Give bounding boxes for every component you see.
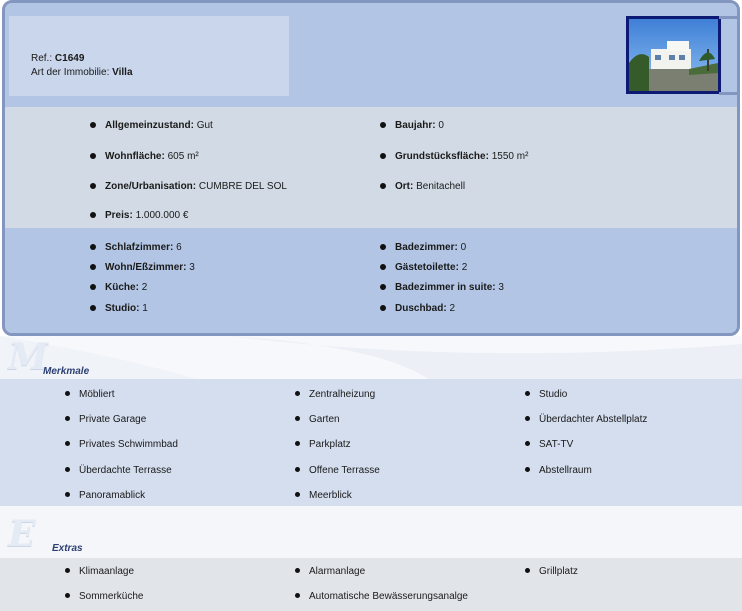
- detail-condition: Allgemeinzustand: Gut: [105, 120, 213, 131]
- extras-section: [0, 558, 742, 611]
- wave-decoration: [0, 336, 742, 380]
- extra-item: Grillplatz: [539, 566, 578, 577]
- feature-item: Private Garage: [79, 414, 147, 425]
- detail-living-area: Wohnfläche: 605 m²: [105, 151, 199, 162]
- reference-line: [31, 52, 289, 66]
- type-label: Art der Immobilie:: [31, 67, 110, 78]
- detail-price: Preis: 1.000.000 €: [105, 210, 189, 221]
- feature-item: SAT-TV: [539, 439, 574, 450]
- property-header: [5, 3, 737, 107]
- extras-initial: E: [8, 513, 36, 555]
- feature-item: Parkplatz: [309, 439, 351, 450]
- feature-item: Privates Schwimmbad: [79, 439, 178, 450]
- card-edge-bottom: [719, 92, 739, 95]
- merkmale-initial: M: [8, 336, 48, 378]
- extra-item: Alarmanlage: [309, 566, 366, 577]
- extras-title: Extras: [52, 543, 83, 554]
- room-guest-toilet: Gästetoilette: 2: [395, 262, 468, 273]
- merkmale-header-area: [0, 336, 742, 380]
- feature-item: Zentralheizung: [309, 389, 376, 400]
- rooms-section: [5, 228, 737, 333]
- card-edge-top: [719, 16, 739, 19]
- property-photo[interactable]: [626, 16, 721, 94]
- details-section: [5, 107, 737, 228]
- room-kitchen: Küche: 2: [105, 282, 148, 293]
- feature-item: Überdachte Terrasse: [79, 465, 172, 476]
- feature-item: Offene Terrasse: [309, 465, 380, 476]
- ref-label: Ref.:: [31, 53, 53, 64]
- detail-plot-area: Grundstücksfläche: 1550 m²: [395, 151, 529, 162]
- feature-item: Abstellraum: [539, 465, 592, 476]
- feature-item: Überdachter Abstellplatz: [539, 414, 648, 425]
- detail-location: Ort: Benitachell: [395, 181, 466, 192]
- room-bedrooms: Schlafzimmer: 6: [105, 242, 182, 253]
- reference-box: [9, 16, 289, 96]
- extra-item: Klimaanlage: [79, 566, 135, 577]
- detail-zone: Zone/Urbanisation: CUMBRE DEL SOL: [105, 181, 287, 192]
- room-bathrooms: Badezimmer: 0: [395, 242, 467, 253]
- ref-value: C1649: [54, 53, 85, 64]
- feature-item: Garten: [309, 414, 340, 425]
- feature-item: Möbliert: [79, 389, 115, 400]
- villa-photo-icon: [629, 19, 718, 91]
- feature-item: Studio: [539, 389, 568, 400]
- room-studio: Studio: 1: [105, 303, 148, 314]
- feature-item: Panoramablick: [79, 490, 146, 501]
- property-card: [2, 0, 740, 336]
- extras-header-area: [0, 506, 742, 558]
- merkmale-section: [0, 379, 742, 506]
- merkmale-title: Merkmale: [43, 366, 90, 377]
- room-shower: Duschbad: 2: [395, 303, 456, 314]
- room-ensuite: Badezimmer in suite: 3: [395, 282, 504, 293]
- room-living-dining: Wohn/Eßzimmer: 3: [105, 262, 195, 273]
- property-type-line: [31, 66, 289, 80]
- feature-item: Meerblick: [309, 490, 352, 501]
- extra-item: Automatische Bewässerungsanalge: [309, 591, 468, 602]
- type-value: Villa: [112, 67, 133, 78]
- detail-year-built: Baujahr: 0: [395, 120, 444, 131]
- extra-item: Sommerküche: [79, 591, 144, 602]
